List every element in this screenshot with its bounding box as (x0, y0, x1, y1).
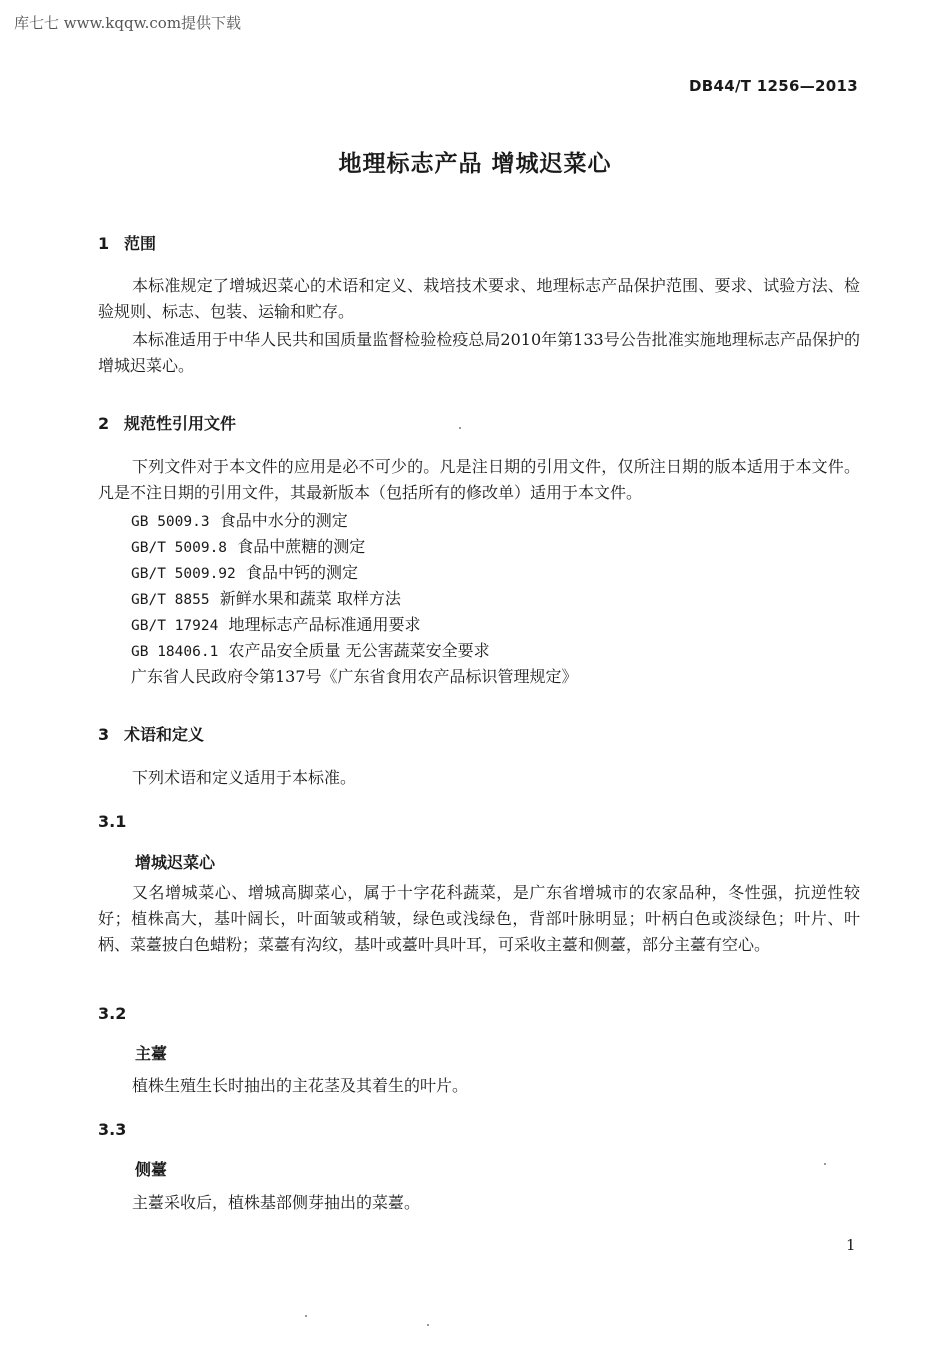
section-number: 1 (98, 234, 110, 253)
paragraph: 本标准规定了增城迟菜心的术语和定义、栽培技术要求、地理标志产品保护范围、要求、试验方法、检验规则、标志、包装、运输和贮存。 (98, 276, 860, 321)
reference-item (131, 638, 490, 665)
standard-code: DB44/T 1256—2013 (689, 77, 858, 95)
reference-title: 食品中水分的测定 (219, 511, 348, 530)
paragraph: 下列术语和定义适用于本标准。 (132, 768, 357, 787)
reference-title: 食品中蔗糖的测定 (237, 537, 366, 556)
section-heading-terms (98, 722, 204, 745)
reference-item (131, 612, 421, 639)
reference-title: 农产品安全质量 无公害蔬菜安全要求 (228, 641, 490, 660)
reference-title: 地理标志产品标准通用要求 (228, 615, 421, 634)
scan-speck (459, 427, 461, 429)
scan-speck (305, 1315, 307, 1317)
reference-code: GB/T 5009.92 (131, 566, 236, 582)
section-title: 术语和定义 (124, 725, 205, 744)
page-title: 地理标志产品 增城迟菜心 (338, 151, 612, 177)
term-name: 增城迟菜心 (135, 853, 216, 872)
section-title: 范围 (124, 234, 157, 253)
watermark-text: 库七七 www.kqqw.com提供下载 (14, 14, 242, 32)
page-number: 1 (846, 1236, 856, 1254)
scan-speck (427, 1324, 429, 1326)
section-heading-references (98, 411, 236, 434)
reference-title: 新鲜水果和蔬菜 取样方法 (219, 589, 401, 608)
reference-code: GB/T 5009.8 (131, 540, 228, 556)
term-name: 主薹 (135, 1044, 168, 1063)
reference-code: GB 5009.3 (131, 514, 210, 530)
reference-code: GB/T 17924 (131, 618, 219, 634)
term-number: 3.3 (98, 1120, 127, 1139)
section-number: 3 (98, 725, 110, 744)
term-number: 3.2 (98, 1004, 127, 1023)
section-number: 2 (98, 414, 110, 433)
paragraph: 本标准适用于中华人民共和国质量监督检验检疫总局2010年第133号公告批准实施地理标志产品保护的增城迟菜心。 (98, 330, 860, 375)
section-title: 规范性引用文件 (124, 414, 237, 433)
reference-code: GB 18406.1 (131, 644, 219, 660)
term-definition: 植株生殖生长时抽出的主花茎及其着生的叶片。 (132, 1076, 469, 1095)
term-definition: 主薹采收后，植株基部侧芽抽出的菜薹。 (132, 1193, 421, 1212)
reference-item (131, 560, 358, 587)
paragraph: 下列文件对于本文件的应用是必不可少的。凡是注日期的引用文件，仅所注日期的版本适用于本文件。凡是不注日期的引用文件，其最新版本（包括所有的修改单）适用于本文件。 (98, 457, 860, 502)
term-definition: 又名增城菜心、增城高脚菜心，属于十字花科蔬菜，是广东省增城市的农家品种，冬性强，抗逆性较好；植株高大，基叶阔长，叶面皱或稍皱，绿色或浅绿色，背部叶脉明显；叶柄白色或淡绿色；叶片、叶柄、菜薹披白色蜡粉；菜薹有沟纹，基叶或薹叶具叶耳，可采收主薹和侧薹，部分主薹有空心。 (98, 883, 860, 954)
reference-item (131, 586, 401, 613)
term-name: 侧薹 (135, 1160, 168, 1179)
reference-title: 食品中钙的测定 (245, 563, 358, 582)
reference-item (131, 508, 348, 535)
reference-item-regulation: 广东省人民政府令第137号《广东省食用农产品标识管理规定》 (131, 667, 578, 686)
term-number: 3.1 (98, 812, 127, 831)
scan-speck (824, 1163, 826, 1165)
section-heading-scope (98, 231, 156, 254)
reference-item (131, 534, 365, 561)
reference-code: GB/T 8855 (131, 592, 210, 608)
